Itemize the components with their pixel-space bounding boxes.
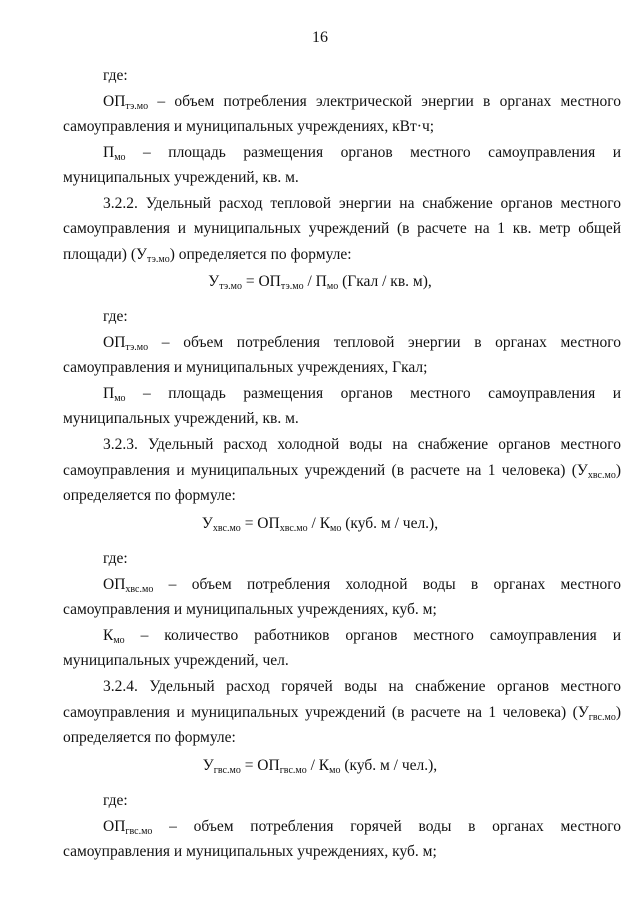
paragraph-line: самоуправления и муниципальных учреждений (в расчете на 1 человека) $(У_{хвс.мо})$: [63, 462, 621, 481]
definition-continuation: муниципальных учреждений, кв. м.: [63, 169, 299, 186]
paragraph-line: 3.2.3. Удельный расход холодной воды на снабжение органов местного: [103, 436, 621, 453]
definition-continuation: самоуправления и муниципальных учреждениях, кВт·ч;: [63, 118, 435, 135]
definition-continuation: самоуправления и муниципальных учреждениях, куб. м;: [63, 601, 437, 618]
where-label: где:: [103, 792, 128, 809]
formula: $У_{гвс.мо} = ОП_{гвс.мо} / К_{мо}$ (куб. м / чел.),: [202, 757, 438, 776]
definition-line: $П_{мо}$ – площадь размещения органов местного самоуправления и: [103, 144, 621, 163]
paragraph-line: определяется по формуле:: [63, 729, 236, 746]
paragraph-line: самоуправления и муниципальных учреждений (в расчете на 1 кв. метр общей: [63, 220, 621, 237]
definition-line: $ОП_{тэ.мо}$ – объем потребления электрической энергии в органах местного: [103, 93, 621, 112]
definition-continuation: муниципальных учреждений, кв. м.: [63, 410, 299, 427]
definition-line: $П_{мо}$ – площадь размещения органов местного самоуправления и: [103, 385, 621, 404]
page-number: 16: [312, 29, 328, 46]
paragraph-line: определяется по формуле:: [63, 487, 236, 504]
definition-continuation: муниципальных учреждений, чел.: [63, 652, 289, 669]
paragraph-line: 3.2.2. Удельный расход тепловой энергии на снабжение органов местного: [103, 195, 621, 212]
formula: $У_{хвс.мо} = ОП_{хвс.мо} / К_{мо}$ (куб. м / чел.),: [201, 515, 439, 534]
definition-line: $ОП_{гвс.мо}$ – объем потребления горячей воды в органах местного: [103, 818, 621, 837]
paragraph-line: площади) $(У_{тэ.мо})$ определяется по формуле:: [63, 246, 352, 265]
definition-continuation: самоуправления и муниципальных учреждениях, Гкал;: [63, 359, 428, 376]
where-label: где:: [103, 550, 128, 567]
definition-line: $ОП_{хвс.мо}$ – объем потребления холодной воды в органах местного: [103, 576, 621, 595]
paragraph-line: 3.2.4. Удельный расход горячей воды на снабжение органов местного: [103, 678, 621, 695]
where-label: где:: [103, 67, 128, 84]
definition-continuation: самоуправления и муниципальных учреждениях, куб. м;: [63, 843, 437, 860]
definition-line: $ОП_{тэ.мо}$ – объем потребления тепловой энергии в органах местного: [103, 334, 621, 353]
where-label: где:: [103, 308, 128, 325]
formula: $У_{тэ.мо} = ОП_{тэ.мо} / П_{мо}$ (Гкал / кв. м),: [208, 273, 432, 292]
paragraph-line: самоуправления и муниципальных учреждений (в расчете на 1 человека) $(У_{гвс.мо})$: [63, 704, 621, 723]
definition-line: $К_{мо}$ – количество работников органов местного самоуправления и: [103, 627, 621, 646]
